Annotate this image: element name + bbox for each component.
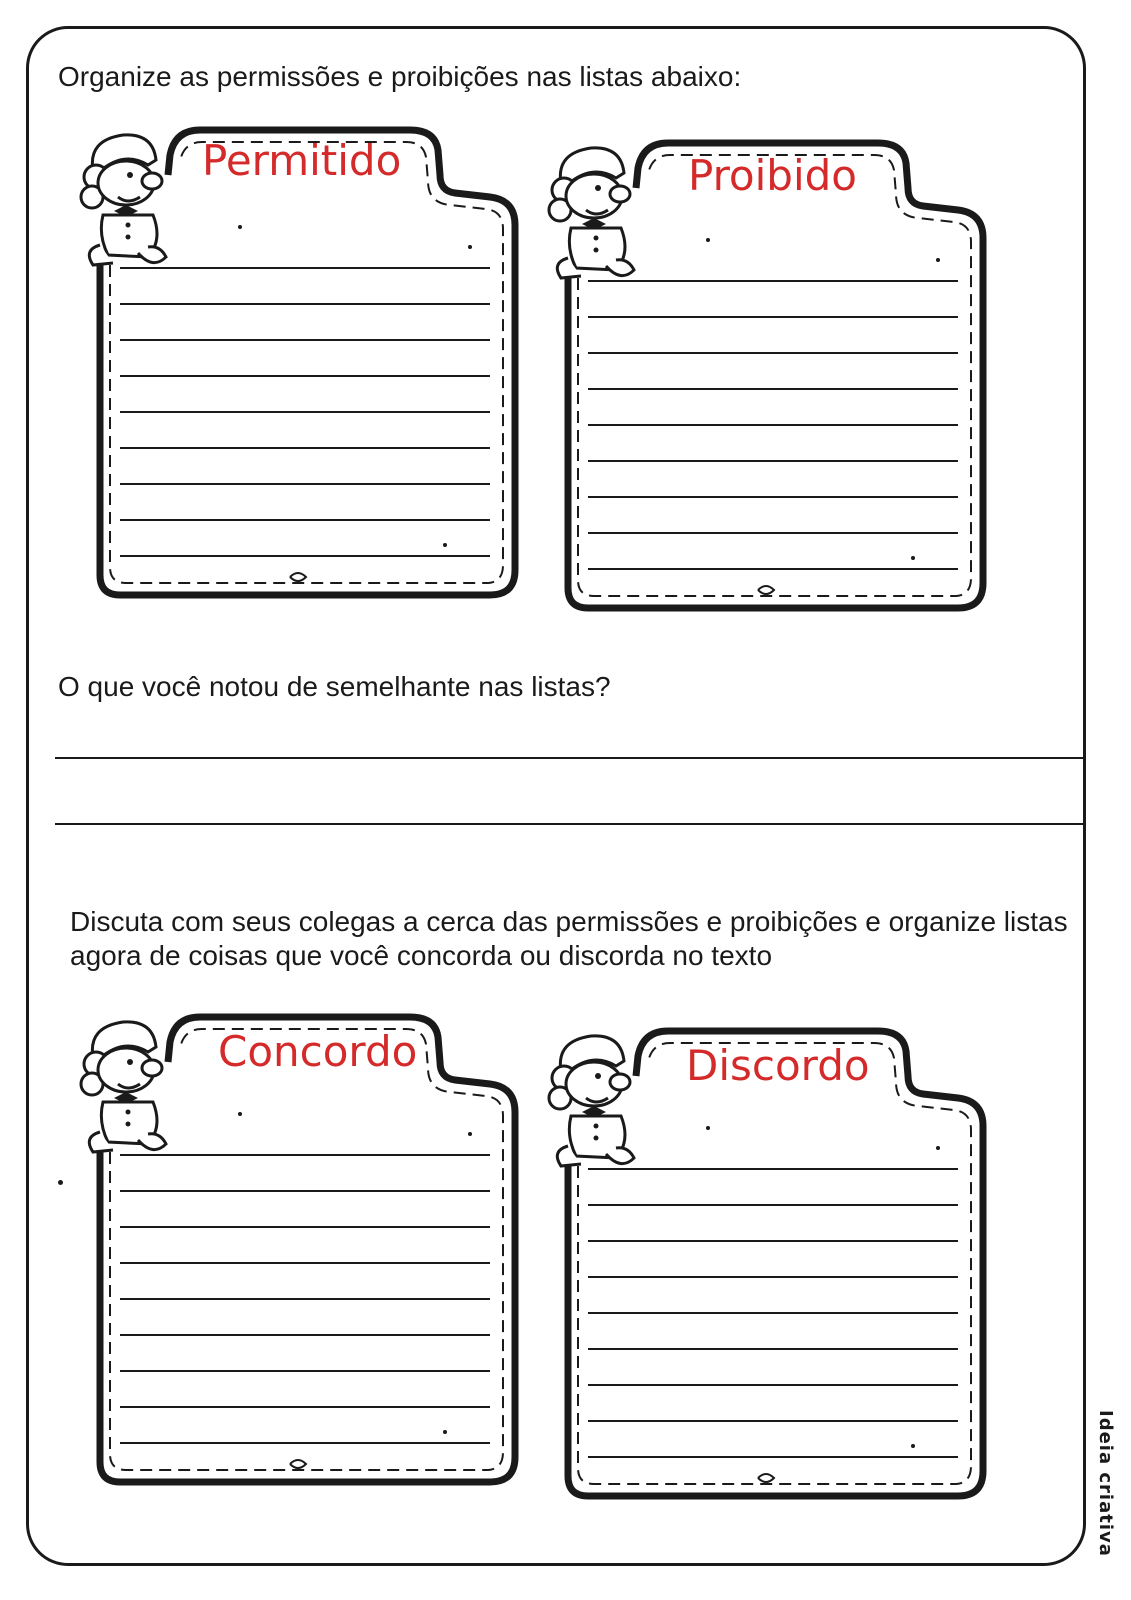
answer-line-1[interactable] [55,757,1085,759]
card-title-proibido: Proibido [688,151,857,200]
card-border [100,130,515,595]
card-outline [558,138,1008,638]
list-card-proibido [558,138,1008,638]
mascot-illustration [549,1036,634,1166]
card-border [100,1017,515,1482]
brand-watermark [1090,1410,1120,1557]
card-dashed-border [110,1029,503,1470]
card-border [568,143,983,608]
answer-line-2[interactable] [55,823,1085,825]
brand-text: Ideia criativa [1095,1410,1116,1557]
instruction-discuss-agree-disagree: Discuta com seus colegas a cerca das permissões e proibições e organize listas agora de coisas que você concorda ou discorda no texto [70,906,1068,971]
card-outline [90,125,540,625]
card-dashed-border [578,155,971,596]
stray-dot [58,1180,63,1185]
card-title-discordo: Discordo [686,1041,870,1090]
card-title-concordo: Concordo [218,1027,418,1076]
mascot-illustration [81,135,166,265]
card-outline [558,1026,1008,1526]
list-card-permitido [90,125,540,625]
card-dashed-border [110,142,503,583]
instruction-organize-lists: Organize as permissões e proibições nas listas abaixo: [58,61,742,92]
mascot-illustration [81,1022,166,1152]
list-card-concordo [90,1012,540,1512]
card-dashed-border [578,1043,971,1484]
card-title-permitido: Permitido [202,136,402,185]
question-similarities: O que você notou de semelhante nas listas? [58,671,611,702]
card-outline [90,1012,540,1512]
mascot-illustration [549,148,634,278]
card-border [568,1031,983,1496]
list-card-discordo [558,1026,1008,1526]
